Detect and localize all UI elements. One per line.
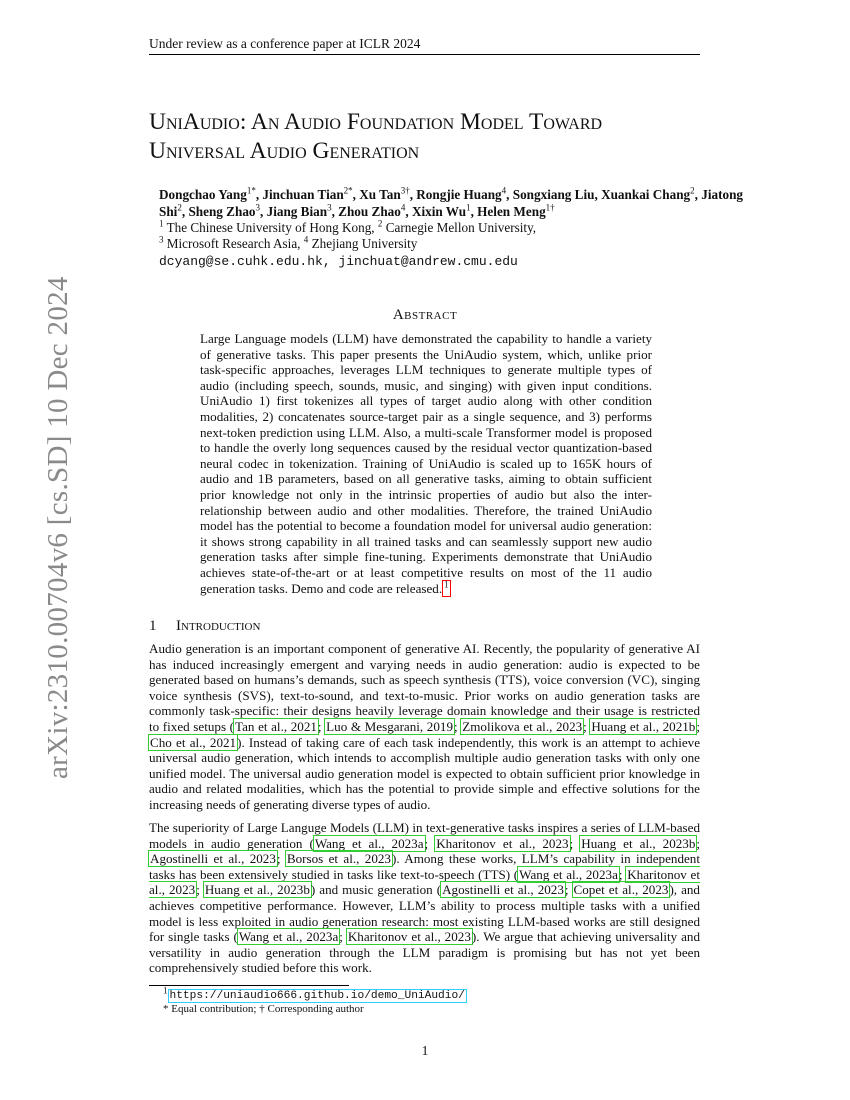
- author-name: Xu Tan: [359, 187, 401, 202]
- footnote-rule: [149, 985, 349, 986]
- author-name: Xixin Wu: [411, 204, 467, 219]
- section-number: 1: [149, 618, 157, 634]
- author-name: Sheng Zhao: [188, 204, 256, 219]
- author-name: Rongjie Huang: [416, 187, 502, 202]
- author-affiliation-mark: 1†: [545, 202, 555, 213]
- author-list: Dongchao Yang$^{1*}$, Jinchuan Tian$^{2*}$, Xu Tan$^{3\dagger}$, Rongjie Huang$^4$, Songxiang Liu, Xuankai Chang$^2$, Jiatong Shi$^2$, Sheng Zhao$^3$, Jiang Bian$^3$, Zhou Zhao$^4$, Xixin Wu$^1$, Helen Meng$^{1\dagger}$: [159, 185, 743, 219]
- citation-link[interactable]: Wang et al., 2023a: [238, 929, 339, 945]
- citation-link[interactable]: Borsos et al., 2023: [286, 851, 391, 867]
- author-affiliation-mark: 3: [327, 202, 332, 213]
- citation-link[interactable]: Luo & Mesgarani, 2019: [326, 718, 453, 734]
- title-line-2: Universal Audio Generation: [149, 138, 420, 164]
- citation-link[interactable]: Cho et al., 2021: [150, 734, 237, 750]
- section-title: Introduction: [176, 618, 261, 634]
- section-heading: [149, 618, 260, 635]
- author-block: [159, 186, 759, 270]
- citation-link[interactable]: Agostinelli et al., 2023: [150, 851, 276, 867]
- affiliations-line-2: $^3$ Microsoft Research Asia, $^4$ Zhejiang University: [159, 234, 418, 251]
- citation-link[interactable]: Kharitonov et al., 2023: [149, 866, 700, 898]
- citation-link[interactable]: Zmolikova et al., 2023: [462, 718, 583, 734]
- citation-link[interactable]: Copet et al., 2023: [573, 882, 669, 898]
- author-name: Zhou Zhao: [338, 204, 401, 219]
- citation-link[interactable]: Kharitonov et al., 2023: [436, 835, 569, 851]
- author-name: Jinchuan Tian: [262, 187, 344, 202]
- footnotes: [163, 985, 467, 1016]
- author-affiliation-mark: 2: [177, 202, 182, 213]
- author-name: Xuankai Chang: [601, 187, 691, 202]
- citation-link[interactable]: Kharitonov et al., 2023: [347, 929, 471, 945]
- arxiv-stamp: arXiv:2310.00704v6 [cs.SD] 10 Dec 2024: [42, 276, 74, 779]
- author-affiliation-mark: 2: [690, 185, 695, 196]
- abstract-heading: Abstract: [392, 307, 458, 323]
- author-affiliation-mark: 3: [255, 202, 261, 213]
- author-name: Jiang Bian: [266, 204, 328, 219]
- author-name: Dongchao Yang: [159, 187, 247, 202]
- page-number: 1: [421, 1043, 429, 1058]
- affiliation-cuhk: The Chinese University of Hong Kong,: [166, 220, 375, 235]
- intro-paragraph-2: The superiority of Large Languge Models (LLM) in text-generative tasks inspires a series of LLM-based models in audio generation (Wang et al., 2023a; Kharitonov et al., 2023; Huang et al., 2023b; Agostinelli et al., 2023; Borsos et al., 2023). Among these works, LLM’s capability in independent tasks has been extensively studied in tasks like text-to-speech (TTS) (Wang et al., 2023a; Kharitonov et al., 2023; Huang et al., 2023b) and music generation (Agostinelli et al., 2023; Copet et al., 2023), and achieves competitive performance. However, LLM’s ability to process multiple tasks with a unified model is less exploited in audio generation research: most existing LLM-based works are still designed for single tasks (Wang et al., 2023a; Kharitonov et al., 2023). We argue that achieving universality and versatility in audio generation through the LLM paradigm is promising but has not yet been comprehensively studied before this work.: [149, 820, 701, 976]
- footnote-1: $^1$ https://uniaudio666.github.io/demo_UniAudio/: [163, 985, 465, 1002]
- paper-title: [149, 108, 729, 166]
- citation-link[interactable]: Wang et al., 2023a: [314, 835, 424, 851]
- author-affiliation-mark: 4: [400, 202, 406, 213]
- author-affiliation-mark: 2*: [343, 185, 353, 196]
- author-affiliation-mark: 3†: [400, 185, 410, 196]
- footnote-link[interactable]: 1: [442, 580, 451, 597]
- citation-link[interactable]: Tan et al., 2021: [235, 718, 317, 734]
- citation-link[interactable]: Huang et al., 2023b: [204, 882, 310, 898]
- affiliation-zju: Zhejiang University: [311, 236, 418, 251]
- citation-link[interactable]: Huang et al., 2023b: [581, 835, 696, 851]
- title-line-1: UniAudio: An Audio Foundation Model Toward: [149, 109, 603, 135]
- author-name: Helen Meng: [477, 204, 546, 219]
- citation-link[interactable]: Wang et al., 2023a: [519, 866, 618, 882]
- abstract-text: Large Language models (LLM) have demonstrated the capability to handle a variety of generative tasks. This paper presents the UniAudio system, which, unlike prior task-specific approaches, leverages LLM techniques to generate multiple types of audio (including speech, sounds, music, and singing) with given input conditions. UniAudio 1) first tokenizes all types of target audio along with other condition modalities, 2) concatenates source-target pair as a single sequence, and 3) performs next-token prediction using LLM. Also, a multi-scale Transformer model is proposed to handle the overly long sequences caused by the residual vector quantization-based neural codec in tokenization. Training of UniAudio is scaled up to 165K hours of audio and 1B parameters, based on all generative tasks, aiming to obtain sufficient prior knowledge not only in the intrinsic properties of audio but also the inter-relationship between audio and other modalities. Therefore, the trained UniAudio model has the potential to become a foundation model for universal audio generation: it shows strong capability in all trained tasks and can seamlessly support new audio generation tasks after simple fine-tuning. Experiments demonstrate that UniAudio achieves state-of-the-art or at least competitive results on most of the 11 audio generation tasks. Demo and code are released. $^1$: [200, 331, 652, 596]
- citation-link[interactable]: Agostinelli et al., 2023: [442, 882, 564, 898]
- affiliation-msra: Microsoft Research Asia,: [166, 236, 301, 251]
- author-name: Jiatong Shi: [159, 187, 743, 219]
- footnote-2: * Equal contribution; † Corresponding author: [163, 1003, 364, 1015]
- affiliation-cmu: Carnegie Mellon University,: [385, 220, 537, 235]
- demo-url-link[interactable]: https://uniaudio666.github.io/demo_UniAudio/: [169, 990, 465, 1002]
- running-header: Under review as a conference paper at ICLR 2024: [149, 36, 421, 51]
- citation-link[interactable]: Huang et al., 2021b: [591, 718, 696, 734]
- author-affiliation-mark: 4: [501, 185, 507, 196]
- author-emails: dcyang@se.cuhk.edu.hk, jinchuat@andrew.cmu.edu: [159, 254, 518, 269]
- author-affiliation-mark: 1*: [246, 185, 256, 196]
- header-rule: [149, 54, 700, 55]
- author-affiliation-mark: 1: [466, 202, 471, 213]
- author-name: Songxiang Liu: [512, 187, 595, 202]
- affiliations-line-1: $^1$ The Chinese University of Hong Kong, $^2$ Carnegie Mellon University,: [159, 218, 537, 235]
- intro-paragraph-1: Audio generation is an important component of generative AI. Recently, the popularity of generative AI has induced increasingly emergent and varying needs in audio generation: audio is expected to be generated based on humans’s demands, such as speech synthesis (TTS), voice conversion (VC), singing voice synthesis (SVS), text-to-sound, and text-to-music. Prior works on audio generation tasks are commonly task-specific: their designs heavily leverage domain knowledge and their usage is restricted to fixed setups (Tan et al., 2021; Luo & Mesgarani, 2019; Zmolikova et al., 2023; Huang et al., 2021b; Cho et al., 2021). Instead of taking care of each task independently, this work is an attempt to achieve universal audio generation, which intends to accomplish multiple audio generation tasks with only one unified model. The universal audio generation model is expected to obtain sufficient prior knowledge in audio and related modalities, which has the potential to provide simple and effective solutions for the increasing needs of generating diverse types of audio.: [149, 641, 700, 812]
